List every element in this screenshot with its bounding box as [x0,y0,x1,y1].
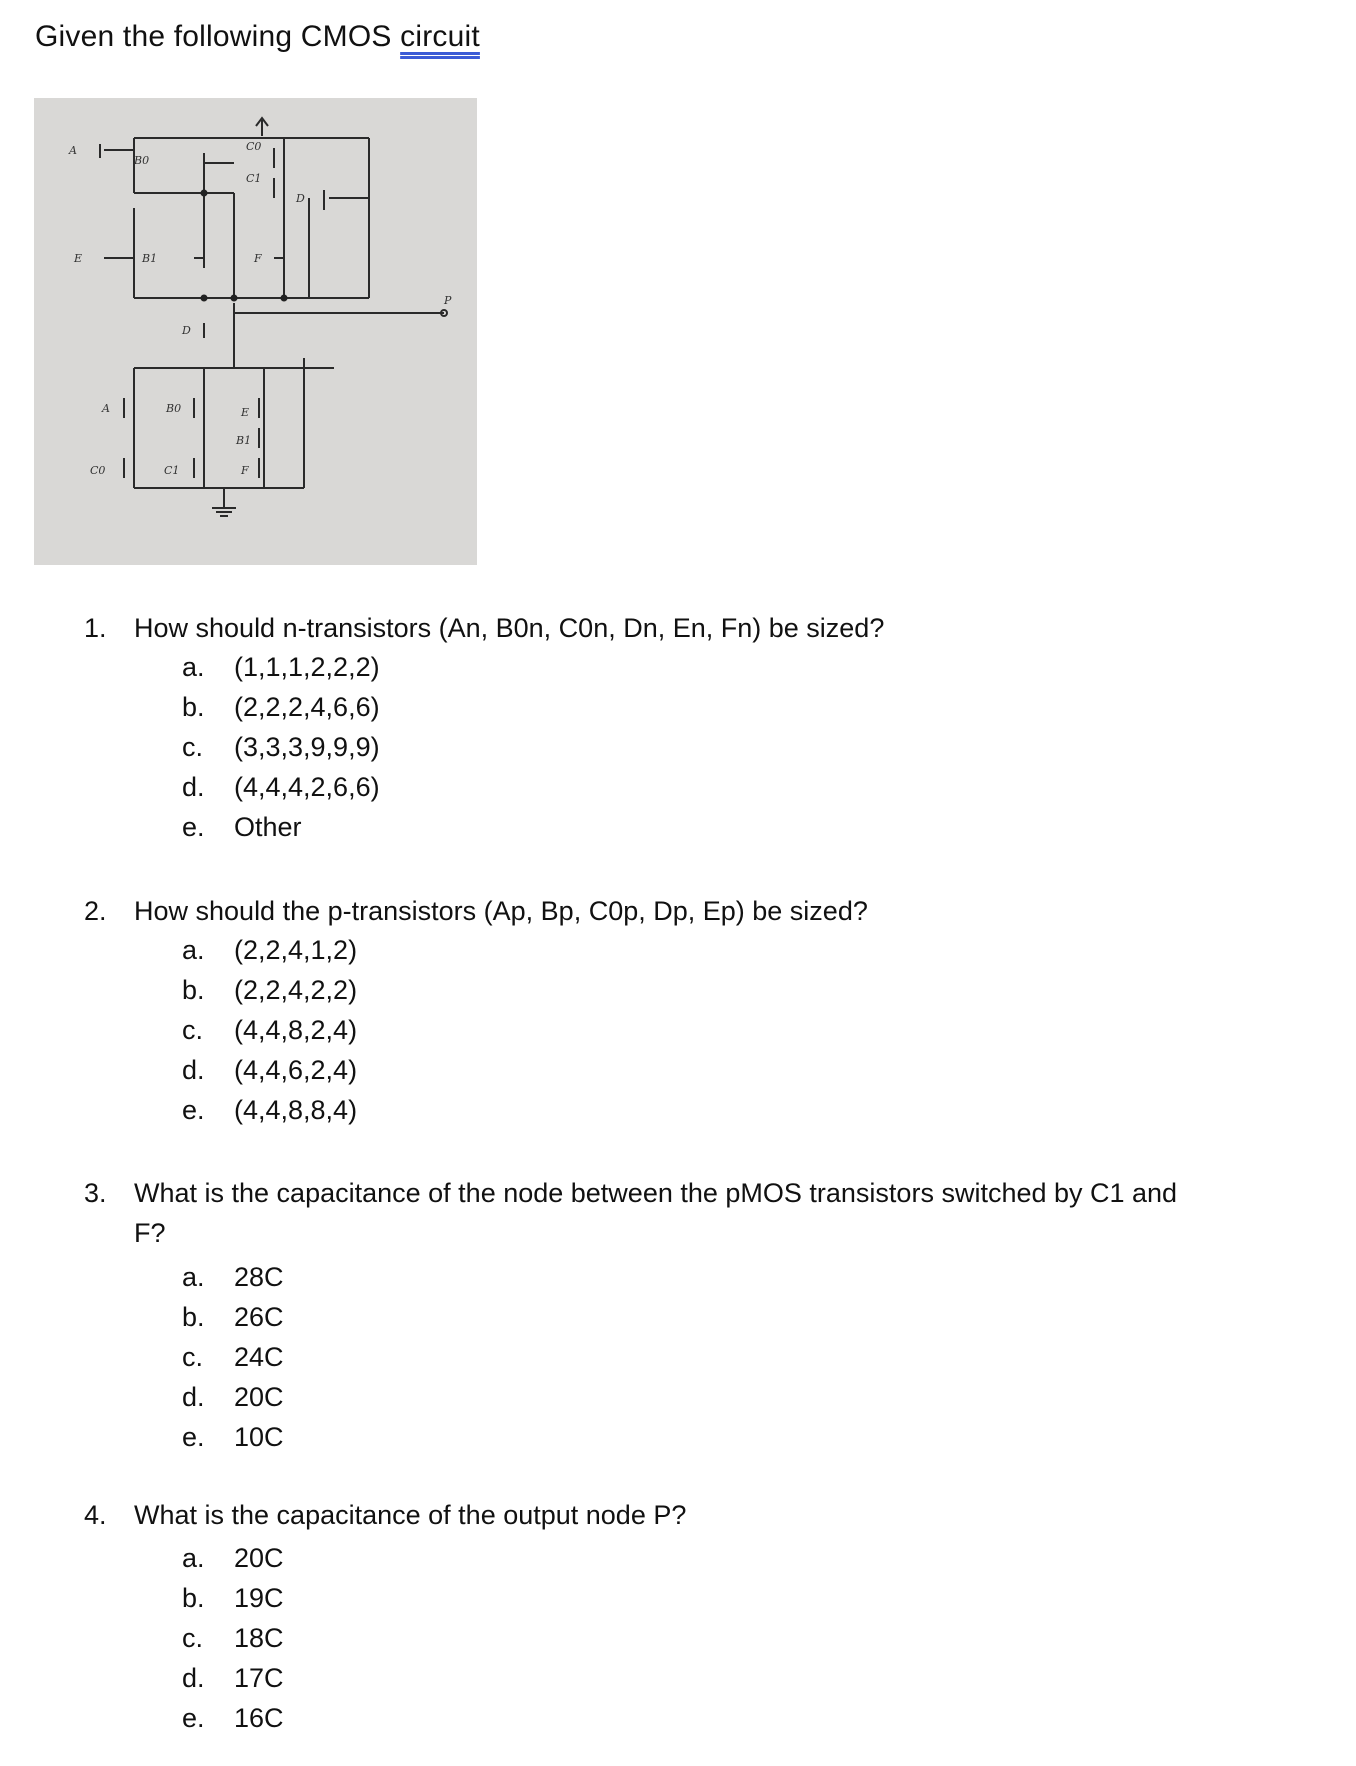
question-4-option: c. 18C [182,1623,284,1653]
n-label-c0: C0 [90,464,106,477]
question-1-option: d. (4,4,4,2,6,6) [182,772,380,802]
p-label-d: D [296,192,305,205]
question-4-option: e. 16C [182,1703,284,1733]
question-1-option: b. (2,2,2,4,6,6) [182,692,380,722]
question-2 [84,896,1344,932]
question-2-option: c. (4,4,8,2,4) [182,1015,358,1045]
question-3-option: d. 20C [182,1382,284,1412]
question-2-option: d. (4,4,6,2,4) [182,1055,358,1085]
output-label-p: P [444,294,452,307]
n-label-f: F [241,464,249,477]
p-label-e: E [74,252,83,265]
cmos-schematic [34,98,477,565]
p-label-c1: C1 [246,172,262,185]
question-3-option: a. 28C [182,1262,284,1292]
question-2-option: a. (2,2,4,1,2) [182,935,358,965]
question-4 [84,1500,1344,1536]
n-label-a: A [102,402,110,415]
n-label-e: E [241,406,250,419]
question-1-number: 1. [84,613,107,643]
question-2-number: 2. [84,896,107,926]
question-2-option: b. (2,2,4,2,2) [182,975,358,1005]
n-label-b1: B1 [236,434,252,447]
question-1-option: e. Other [182,812,302,842]
p-label-b0: B0 [134,154,150,167]
question-4-option: a. 20C [182,1543,284,1573]
title-underlined-word: circuit [400,20,480,53]
question-4-text: What is the capacitance of the output node P? [134,1500,687,1530]
p-label-c0: C0 [246,140,262,153]
question-3-text-line2: F? [134,1218,166,1248]
question-3 [84,1178,1354,1258]
n-label-b0: B0 [166,402,182,415]
question-4-number: 4. [84,1500,107,1530]
question-1-option: c. (3,3,3,9,9,9) [182,732,380,762]
n-label-c1: C1 [164,464,180,477]
p-label-f: F [254,252,262,265]
title-prefix: Given the following CMOS [35,20,401,53]
page-title [35,20,480,54]
question-1-text: How should n-transistors (An, B0n, C0n, Dn, En, Fn) be sized? [134,613,885,643]
question-2-text: How should the p-transistors (Ap, Bp, C0p, Dp, Ep) be sized? [134,896,868,926]
n-label-d: D [182,324,191,337]
question-4-option: d. 17C [182,1663,284,1693]
question-3-option: c. 24C [182,1342,284,1372]
question-1-option: a. (1,1,1,2,2,2) [182,652,380,682]
question-3-number: 3. [84,1178,107,1208]
question-4-option: b. 19C [182,1583,284,1613]
p-label-a: A [69,144,77,157]
question-1 [84,613,1344,649]
question-3-option: b. 26C [182,1302,284,1332]
cmos-circuit-figure [34,98,477,565]
question-3-text-line1: What is the capacitance of the node between the pMOS transistors switched by C1 and [134,1178,1178,1208]
p-label-b1: B1 [142,252,158,265]
question-3-option: e. 10C [182,1422,284,1452]
question-2-option: e. (4,4,8,8,4) [182,1095,358,1125]
